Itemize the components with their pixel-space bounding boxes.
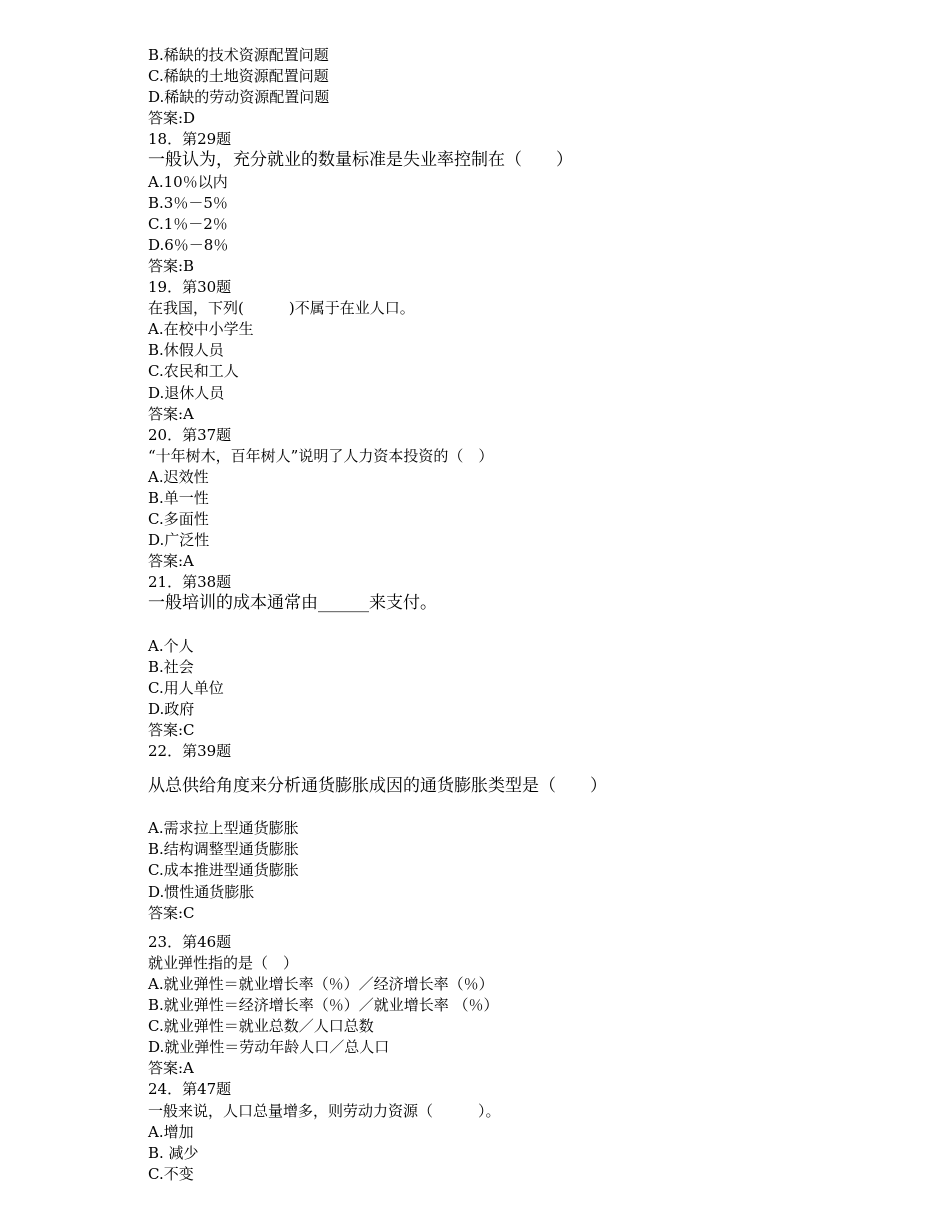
answer-line: 答案:C [148, 903, 195, 922]
question-number: 20．第37题 [148, 425, 232, 444]
option-line: A.迟效性 [148, 467, 209, 486]
option-line: A.在校中小学生 [148, 320, 254, 339]
option-line: C.不变 [148, 1164, 194, 1183]
option-line: D.惯性通货膨胀 [148, 882, 255, 901]
option-line: C.成本推进型通货膨胀 [148, 861, 299, 880]
option-line: C.多面性 [148, 510, 209, 529]
question-number: 19．第30题 [148, 278, 232, 297]
question-number: 22．第39题 [148, 742, 232, 761]
option-line: D.6％－8％ [148, 235, 229, 254]
question-number: 24．第47题 [148, 1080, 232, 1099]
option-line: B.就业弹性＝经济增长率（％）／就业增长率 （％） [148, 996, 499, 1015]
question-stem: 就业弹性指的是（ ） [148, 953, 299, 972]
option-line: C.稀缺的土地资源配置问题 [148, 67, 329, 86]
question-stem: 一般培训的成本通常由______来支付。 [148, 593, 437, 614]
option-line: A.需求拉上型通货膨胀 [148, 819, 299, 838]
spacer [148, 924, 908, 932]
option-line: A.10％以内 [148, 172, 228, 191]
option-line: B.3％－5％ [148, 193, 228, 212]
document-page [148, 45, 908, 1185]
answer-line: 答案:D [148, 109, 196, 128]
option-line: B.单一性 [148, 488, 209, 507]
option-line: A.增加 [148, 1122, 194, 1141]
question-stem: 从总供给角度来分析通货膨胀成因的通货膨胀类型是（ ） [148, 776, 607, 797]
option-line: B.社会 [148, 657, 194, 676]
answer-line: 答案:C [148, 721, 195, 739]
option-line: B.休假人员 [148, 341, 224, 360]
question-stem: 一般认为，充分就业的数量标准是失业率控制在（ ） [148, 150, 573, 171]
question-stem: 在我国，下列( )不属于在业人口。 [148, 299, 415, 318]
spacer [148, 797, 908, 818]
option-line: B. 减少 [148, 1143, 199, 1162]
option-line: C.用人单位 [148, 678, 224, 697]
option-line: A.就业弹性＝就业增长率（％）／经济增长率（％） [148, 974, 494, 993]
question-number: 18．第29题 [148, 130, 232, 149]
option-line: B.结构调整型通货膨胀 [148, 840, 299, 859]
option-line: D.政府 [148, 699, 195, 718]
option-line: C.1％－2％ [148, 214, 228, 233]
question-number: 21．第38题 [148, 573, 232, 592]
spacer [148, 762, 908, 776]
question-number: 23．第46题 [148, 932, 232, 951]
answer-line: 答案:B [148, 256, 195, 275]
option-line: B.稀缺的技术资源配置问题 [148, 46, 329, 64]
question-stem: 一般来说，人口总量增多，则劳动力资源（ ）。 [148, 1101, 501, 1120]
option-line: D.稀缺的劳动资源配置问题 [148, 88, 330, 107]
answer-line: 答案:A [148, 1059, 194, 1078]
option-line: D.退休人员 [148, 383, 225, 402]
option-line: C.农民和工人 [148, 362, 239, 381]
option-line: C.就业弹性＝就业总数／人口总数 [148, 1017, 374, 1036]
option-line: D.广泛性 [148, 531, 210, 550]
option-line: A.个人 [148, 636, 194, 655]
answer-line: 答案:A [148, 404, 194, 423]
answer-line: 答案:A [148, 552, 194, 571]
question-stem: “十年树木，百年树人”说明了人力资本投资的（ ） [148, 446, 494, 465]
option-line: D.就业弹性＝劳动年龄人口／总人口 [148, 1038, 390, 1057]
